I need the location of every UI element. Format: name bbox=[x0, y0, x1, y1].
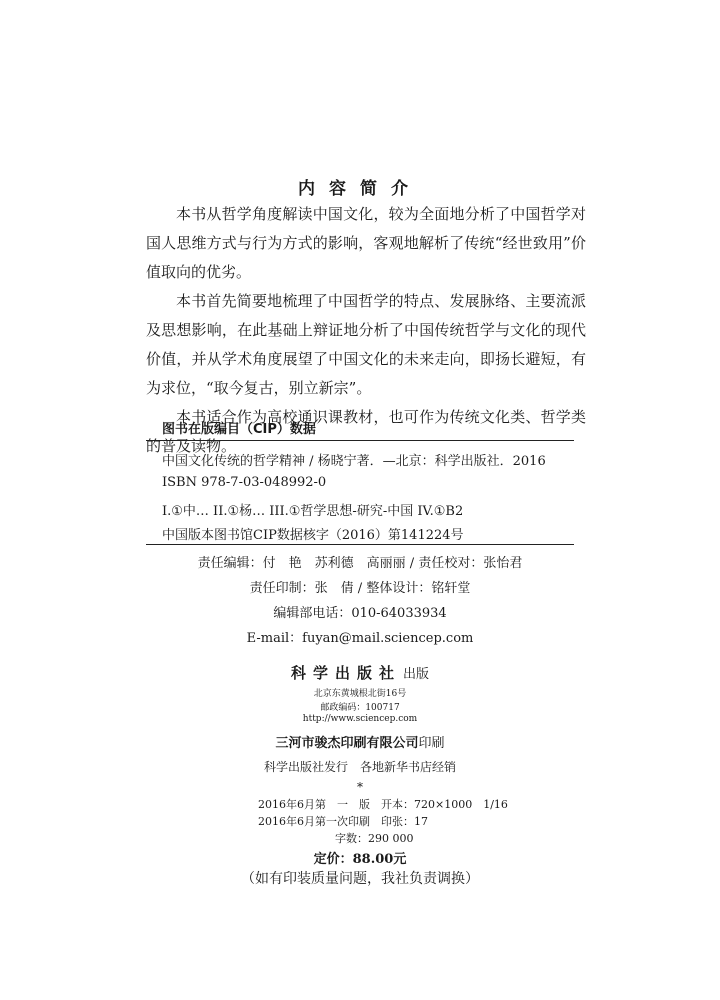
editorial-email[interactable] bbox=[0, 627, 720, 646]
cip-line: ISBN 978-7-03-048992-0 bbox=[162, 475, 327, 490]
edition-line: 2016年6月第 一 版 开本：720×1000 1/16 bbox=[258, 798, 508, 811]
editorial-phone: 编辑部电话：010-64033934 bbox=[273, 606, 447, 621]
cip-bottom-rule bbox=[146, 544, 574, 545]
separator-star: * bbox=[357, 780, 363, 794]
cip-line: 中国版本图书馆CIP数据核字（2016）第141224号 bbox=[162, 528, 464, 543]
quality-notice: （如有印装质量问题，我社负责调换） bbox=[241, 871, 479, 887]
distribution-line: 科学出版社发行 各地新华书店经销 bbox=[263, 760, 456, 774]
summary-paragraph: 本书首先简要地梳理了中国哲学的特点、发展脉络、主要流派及思想影响，在此基础上辩证地分析了中国传统哲学与文化的现代价值，并从学术角度展望了中国文化的未来走向，即扬长避短，有为求位，“取今复古，别立新宗”。 bbox=[146, 292, 586, 397]
publisher-suffix: 出版 bbox=[403, 667, 430, 682]
printing-design-credit: 责任印制：张 倩 / 整体设计：铭轩堂 bbox=[249, 581, 471, 596]
cip-title: 图书在版编目（CIP）数据 bbox=[162, 422, 316, 437]
price: 定价：88.00元 bbox=[313, 852, 407, 867]
cip-line: I.①中… II.①杨… III.①哲学思想-研究-中国 IV.①B2 bbox=[162, 504, 464, 519]
publisher-postcode: 邮政编码：100717 bbox=[320, 703, 400, 713]
summary-title: 内容简介 bbox=[298, 179, 422, 199]
cip-top-rule bbox=[146, 440, 574, 441]
publisher-address: 北京东黄城根北街16号 bbox=[313, 689, 407, 699]
editors-credit: 责任编辑：付 艳 苏利德 高丽丽 / 责任校对：张怡君 bbox=[197, 556, 523, 571]
printer-name: 三河市骏杰印刷有限公司 bbox=[275, 736, 419, 751]
publisher-logo bbox=[0, 662, 720, 683]
printer-line bbox=[0, 732, 720, 751]
cip-line: 中国文化传统的哲学精神 / 杨晓宁著．—北京：科学出版社．2016 bbox=[162, 454, 546, 469]
printer-suffix: 印刷 bbox=[418, 736, 445, 751]
summary-paragraph: 本书从哲学角度解读中国文化，较为全面地分析了中国哲学对国人思维方式与行为方式的影响，客观地解析了传统“经世致用”价值取向的优劣。 bbox=[146, 205, 586, 281]
publisher-name: 科学出版社 bbox=[290, 664, 401, 682]
email-text: E-mail：fuyan@mail.sciencep.com bbox=[246, 631, 474, 646]
summary-paragraph: 本书适合作为高校通识课教材，也可作为传统文化类、哲学类的普及读物。 bbox=[146, 408, 586, 455]
publisher-website[interactable]: http://www.sciencep.com bbox=[302, 714, 418, 724]
word-count-line: 字数：290 000 bbox=[258, 832, 414, 845]
printing-line: 2016年6月第一次印刷 印张：17 bbox=[258, 815, 428, 828]
